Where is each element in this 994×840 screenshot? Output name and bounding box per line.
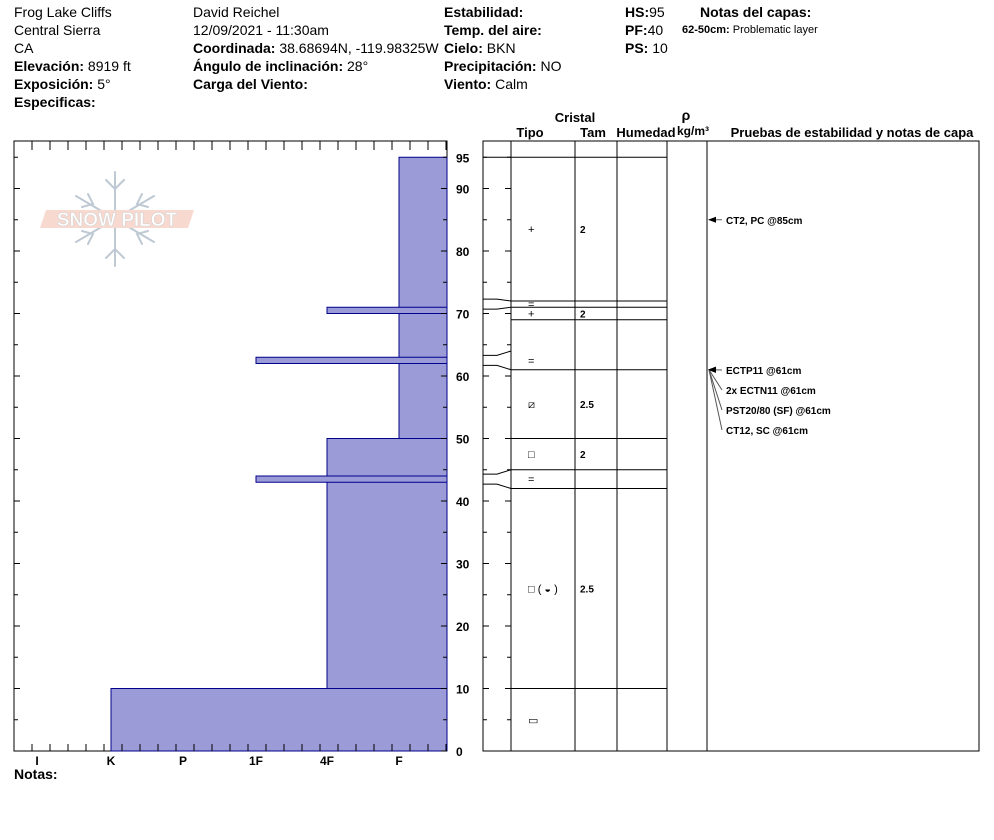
- hardness-tick-label: F: [395, 754, 403, 768]
- coordinate-label: Coordinada:: [193, 40, 276, 56]
- coordinate-value: 38.68694N, -119.98325W: [279, 40, 439, 56]
- depth-tick-label: 50: [456, 432, 470, 447]
- layer-note-text: Problematic layer: [732, 24, 818, 36]
- grain-type-symbol: □: [528, 449, 535, 462]
- depth-tick-label: 0: [456, 745, 463, 759]
- hs-value: 95: [649, 4, 665, 20]
- depth-tick-label: 80: [456, 245, 470, 259]
- hardness-bars: [111, 157, 447, 751]
- exposure-label: Exposición:: [14, 76, 94, 92]
- sky-label: Cielo:: [444, 40, 483, 56]
- ps-value: 10: [652, 40, 668, 56]
- test-arrow-icon: [708, 217, 716, 223]
- stability-test-label: 2x ECTN11 @61cm: [726, 386, 816, 397]
- stability-test-label: CT2, PC @85cm: [726, 215, 803, 227]
- tests-header: Pruebas de estabilidad y notas de capa: [730, 125, 974, 140]
- layer-cells: [528, 224, 594, 727]
- grain-type-symbol: +: [528, 308, 535, 321]
- pf-value: 40: [647, 22, 664, 38]
- state-name: CA: [14, 40, 34, 56]
- stability-tests: [708, 216, 831, 437]
- depth-tick-label: 60: [456, 370, 470, 384]
- hardness-tick-label: I: [35, 754, 39, 768]
- exposure-value: 5°: [97, 76, 111, 92]
- hs-label: HS:: [625, 4, 650, 20]
- depth-tick-label: 90: [456, 182, 470, 197]
- grain-size-value: 2: [580, 309, 586, 321]
- depth-tick-label: 30: [456, 557, 470, 572]
- elevation-value: 8919 ft: [87, 58, 131, 74]
- thin-layer-bar: [256, 476, 447, 482]
- precip-value: NO: [540, 58, 562, 74]
- stability-test-label: CT12, SC @61cm: [726, 426, 809, 437]
- depth-tick-label: 20: [456, 620, 470, 634]
- layer-connector: [483, 299, 511, 301]
- snowpilot-logo: [40, 172, 194, 266]
- hardness-tick-label: 4F: [319, 754, 335, 768]
- thin-layer-bar: [256, 357, 447, 363]
- elevation-label: Elevación:: [14, 58, 85, 74]
- hardness-tick-label: P: [178, 754, 188, 768]
- ps-label: PS:: [625, 40, 649, 56]
- notes-label: Notas:: [14, 766, 58, 782]
- grain-size-value: 2.5: [580, 584, 594, 596]
- sky-value: BKN: [486, 40, 516, 56]
- grain-type-symbol: =: [528, 299, 535, 312]
- hardness-tick-label: K: [106, 754, 116, 768]
- grain-size-value: 2: [580, 450, 586, 462]
- density-unit-header: kg/m³: [676, 124, 710, 138]
- moisture-header: Humedad: [616, 125, 676, 140]
- layer-connector: [483, 351, 511, 355]
- rho-header: ρ: [681, 107, 691, 123]
- grain-type-symbol: =: [528, 355, 535, 368]
- slope-value: 28°: [347, 58, 369, 74]
- type-header: Tipo: [516, 125, 544, 140]
- layer-connector: [483, 365, 511, 369]
- stability-test-label: ECTP11 @61cm: [726, 366, 802, 377]
- size-header: Tam: [580, 125, 606, 140]
- specifics-label: Especificas:: [14, 94, 96, 110]
- grain-type-symbol: ⧄: [528, 399, 535, 412]
- stability-label: Estabilidad:: [444, 4, 524, 20]
- grain-type-symbol: ▭: [528, 714, 539, 727]
- slope-label: Ángulo de inclinación:: [193, 58, 344, 74]
- layer-connector: [483, 307, 511, 309]
- layer-table-frame: [483, 141, 979, 751]
- depth-tick-label: 40: [456, 495, 470, 509]
- layer-connector: [483, 484, 511, 488]
- stability-test-label: PST20/80 (SF) @61cm: [726, 406, 831, 417]
- pf-label: PF:: [625, 22, 648, 38]
- layer-notes-label: Notas del capas:: [700, 4, 812, 20]
- depth-tick-label: 10: [456, 682, 470, 697]
- depth-axis: [456, 151, 470, 759]
- thin-layer-bar: [327, 307, 447, 313]
- grain-size-value: 2.5: [580, 400, 594, 412]
- grain-type-symbol: +: [528, 224, 535, 237]
- precip-label: Precipitación:: [444, 58, 537, 74]
- observation-datetime: 12/09/2021 - 11:30am: [193, 22, 329, 38]
- depth-tick-label: 95: [456, 151, 470, 166]
- crystal-header: Cristal: [554, 110, 596, 125]
- depth-tick-label: 70: [456, 307, 470, 322]
- wind-label: Viento:: [444, 76, 492, 92]
- air-temp-label: Temp. del aire:: [444, 22, 542, 38]
- hardness-tick-label: 1F: [248, 754, 264, 768]
- observer-name: David Reichel: [193, 4, 280, 20]
- grain-size-value: 2: [580, 225, 586, 237]
- test-pointer: [709, 370, 722, 430]
- location-name: Frog Lake Cliffs: [14, 4, 112, 20]
- layer-note-range: 62-50cm:: [682, 24, 730, 36]
- hardness-bar: [111, 689, 447, 752]
- range-name: Central Sierra: [14, 22, 101, 38]
- hardness-bar: [399, 157, 447, 438]
- wind-value: Calm: [495, 76, 528, 92]
- layer-connector: [483, 470, 511, 474]
- wind-load-label: Carga del Viento:: [193, 76, 308, 92]
- logo-text: SNOW PILOT: [56, 210, 178, 231]
- hardness-axis: [35, 754, 402, 768]
- grain-type-symbol: □ ( ◒ ): [528, 583, 558, 596]
- grain-type-symbol: =: [528, 474, 535, 487]
- test-pointer: [709, 370, 722, 410]
